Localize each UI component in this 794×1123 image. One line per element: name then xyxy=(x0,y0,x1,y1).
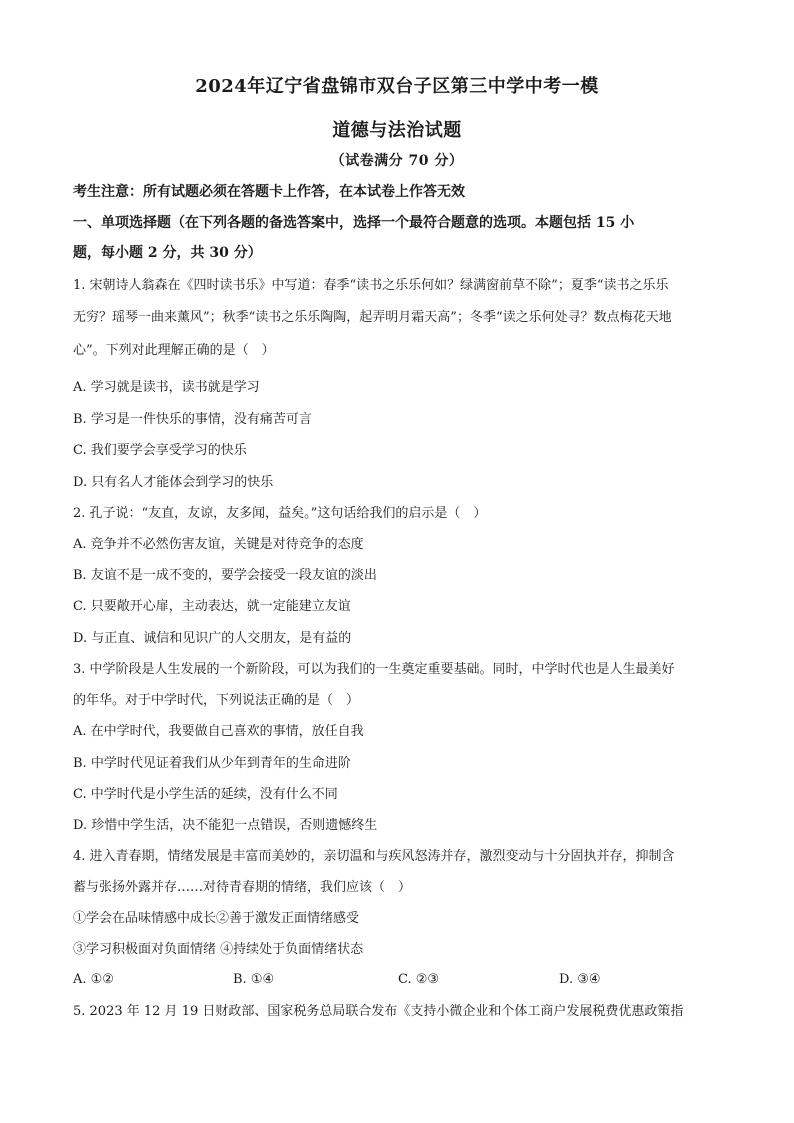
q4-stem-line1: 4. 进入青春期，情绪发展是丰富而美妙的，亲切温和与疾风怒涛并存，激烈变动与十分固执并存，抑制含 xyxy=(73,849,675,864)
q4-statement-line2: ③学习积极面对负面情绪 ④持续处于负面情绪状态 xyxy=(73,942,364,957)
q1-stem-line2: 无穷？瑶琴一曲来薰风”；秋季“读书之乐乐陶陶，起弄明月霜天高”；冬季“读之乐何处寻？数点梅花天地 xyxy=(73,310,672,325)
q2-option-d: D. 与正直、诚信和见识广的人交朋友，是有益的 xyxy=(73,631,352,646)
q4-option-a: A. ①② xyxy=(73,972,114,987)
q3-option-c: C. 中学时代是小学生活的延续，没有什么不同 xyxy=(73,787,338,802)
score-note: （试卷满分 70 分） xyxy=(330,153,464,169)
q3-option-d: D. 珍惜中学生活，决不能犯一点错误，否则遗憾终生 xyxy=(73,818,378,833)
exam-subject: 道德与法治试题 xyxy=(332,120,462,141)
q2-option-c: C. 只要敞开心扉，主动表达，就一定能建立友谊 xyxy=(73,599,351,614)
q2-option-b: B. 友谊不是一成不变的，要学会接受一段友谊的淡出 xyxy=(73,568,377,583)
q5-stem-line1: 5. 2023 年 12 月 19 日财政部、国家税务总局联合发布《支持小微企业和个体工商户发展税费优惠政策指 xyxy=(73,1004,684,1019)
q2-stem-line1: 2. 孔子说：“友直，友谅，友多闻，益矣。”这句话给我们的启示是（ ） xyxy=(73,506,487,521)
candidate-notice: 考生注意：所有试题必须在答题卡上作答，在本试卷上作答无效 xyxy=(73,184,465,200)
exam-title: 2024年辽宁省盘锦市双台子区第三中学中考一模 xyxy=(195,76,599,97)
q3-stem-line1: 3. 中学阶段是人生发展的一个新阶段，可以为我们的一生奠定重要基础。同时，中学时代也是人生最美好 xyxy=(73,662,675,677)
q1-option-c: C. 我们要学会享受学习的快乐 xyxy=(73,443,247,458)
q4-option-c: C. ②③ xyxy=(398,972,440,987)
q1-stem-line1: 1. 宋朝诗人翁森在《四时读书乐》中写道：春季“读书之乐乐何如？绿满窗前草不除”；夏季“读书之乐乐 xyxy=(73,278,669,293)
q1-stem-line3: 心”。下列对此理解正确的是（ ） xyxy=(73,343,275,358)
q4-option-b: B. ①④ xyxy=(233,972,275,987)
section-heading-line1: 一、单项选择题（在下列各题的备选答案中，选择一个最符合题意的选项。本题包括 15 小 xyxy=(73,215,635,231)
q1-option-a: A. 学习就是读书，读书就是学习 xyxy=(73,380,260,395)
q1-option-d: D. 只有名人才能体会到学习的快乐 xyxy=(73,475,274,490)
q3-stem-line2: 的年华。对于中学时代，下列说法正确的是（ ） xyxy=(73,693,360,708)
q1-option-b: B. 学习是一件快乐的事情，没有痛苦可言 xyxy=(73,412,312,427)
q4-option-d: D. ③④ xyxy=(559,972,601,987)
q3-option-a: A. 在中学时代，我要做自己喜欢的事情，放任自我 xyxy=(73,724,364,739)
q2-option-a: A. 竞争并不必然伤害友谊，关键是对待竞争的态度 xyxy=(73,537,364,552)
q4-statement-line1: ①学会在品味情感中成长②善于激发正面情绪感受 xyxy=(73,911,360,926)
q3-option-b: B. 中学时代见证着我们从少年到青年的生命进阶 xyxy=(73,756,351,771)
section-heading-line2: 题，每小题 2 分，共 30 分） xyxy=(73,245,262,261)
q4-stem-line2: 蓄与张扬外露并存……对待青春期的情绪，我们应该（ ） xyxy=(73,880,412,895)
